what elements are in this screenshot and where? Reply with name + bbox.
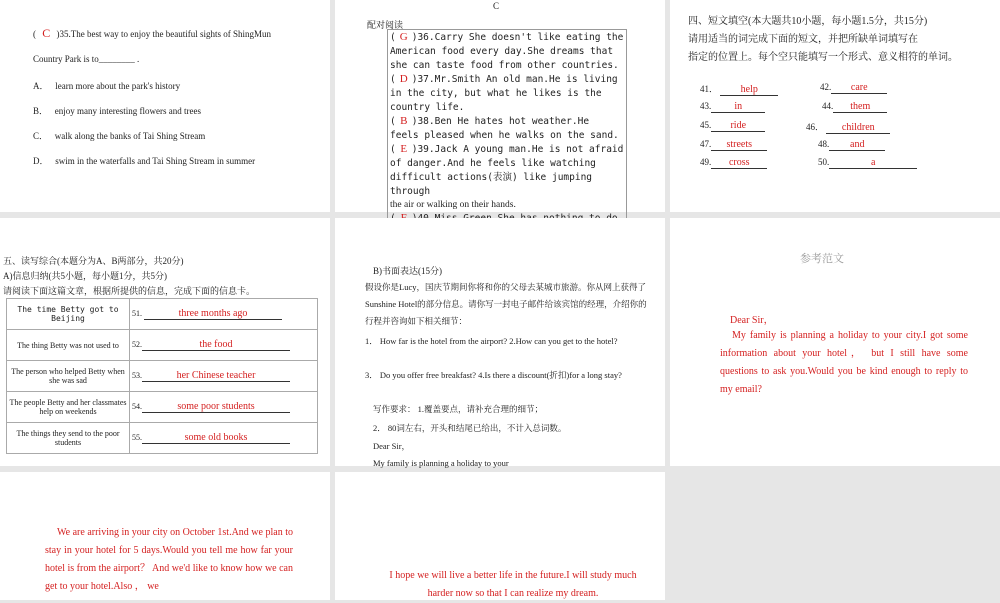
blank-47: 47. streets bbox=[700, 139, 767, 151]
top-letter: C bbox=[493, 1, 500, 11]
row-label: The thing Betty was not used to bbox=[7, 330, 130, 361]
info-card-table bbox=[6, 298, 318, 454]
cloze-instr-2: 指定的位置上。每个空只能填写一个形式、意义相符的单词。 bbox=[688, 52, 958, 63]
reading-writing-heading: 五、读写综合(本题分为A、B两部分，共20分) bbox=[3, 256, 184, 266]
row-label: The things they send to the poor students bbox=[7, 423, 130, 454]
blank-44: 44. them bbox=[822, 101, 887, 113]
item-37: ( D )37.Mr.Smith An old man.He is living in the city, but what he likes is the country life. bbox=[390, 73, 618, 113]
row-answer: 53. her Chinese teacher bbox=[130, 361, 318, 392]
blank-45: 45. ride bbox=[700, 120, 765, 132]
question-35-text-cont: Country Park is to________ . bbox=[33, 54, 140, 64]
panel-writing-task bbox=[335, 218, 665, 466]
item-36: ( G )36.Carry She doesn't like eating the American food every day.She dreams that she can taste food from other countries. bbox=[390, 31, 624, 71]
sample-title: 参考范文 bbox=[800, 253, 844, 265]
blank-43: 43. in bbox=[700, 101, 765, 113]
row-label: The people Betty and her classmates help on weekends bbox=[7, 392, 130, 423]
section-title: 配对阅读 bbox=[367, 20, 404, 30]
info-sub-heading: A)信息归纳(共5小题，每小题1分，共5分) bbox=[3, 271, 167, 281]
blank-49: 49. cross bbox=[700, 157, 767, 169]
writing-heading: B)书面表达(15分) bbox=[373, 266, 442, 276]
sample-body: My family is planning a holiday to your city.I got some information about your hotel， but I still have some questions to ask you.Would you be kind enough to reply to my email? bbox=[720, 330, 968, 395]
writing-question-3-4: 3． Do you offer free breakfast? 4.Is there a discount(折扣)for a long stay? bbox=[365, 370, 622, 380]
sample-body-end: I hope we will live a better life in the future.I will study much harder now so that I can realize my dream. bbox=[389, 570, 637, 599]
answer-35: C bbox=[42, 26, 51, 40]
table-row bbox=[7, 392, 318, 423]
option-b: B． enjoy many interesting flowers and trees bbox=[33, 106, 201, 116]
writing-greeting: Dear Sir， bbox=[373, 441, 411, 451]
writing-question-1-2: 1． How far is the hotel from the airport? 2.How can you get to the hotel? bbox=[365, 336, 618, 346]
option-a: A． learn more about the park's history bbox=[33, 81, 181, 91]
panel-cloze bbox=[670, 0, 1000, 212]
item-38: ( B )38.Ben He hates hot weather.He feels pleased when he walks on the sand. bbox=[390, 115, 619, 141]
sample-greeting: Dear Sir， bbox=[730, 315, 774, 326]
panel-sample-essay-cont bbox=[0, 472, 330, 600]
info-instr: 请阅读下面这篇文章，根据所提供的信息，完成下面的信息卡。 bbox=[3, 286, 256, 296]
writing-prompt: 假设你是Lucy，国庆节期间你将和你的父母去某城市旅游。你从网上获得了Sunshine Hotel的部分信息。请你写一封电子邮件给该宾馆的经理，介绍你的行程并咨询如下相关细节： bbox=[365, 282, 647, 326]
option-d: D． swim in the waterfalls and Tai Shing Stream in summer bbox=[33, 156, 256, 166]
panel-info-card bbox=[0, 218, 330, 466]
row-label: The time Betty got to Beijing bbox=[7, 299, 130, 330]
blank-42: 42. care bbox=[820, 82, 887, 94]
question-35 bbox=[33, 26, 271, 41]
panel-sample-essay-end bbox=[335, 472, 665, 600]
panel-question-35 bbox=[0, 0, 330, 212]
row-answer: 52. the food bbox=[130, 330, 318, 361]
cloze-heading: 四、短文填空(本大题共10小题，每小题1.5分，共15分) bbox=[688, 16, 928, 27]
blank-48: 48. and bbox=[818, 139, 885, 151]
matching-box bbox=[387, 29, 627, 223]
option-c: C． walk along the banks of Tai Shing Stream bbox=[33, 131, 206, 141]
cloze-instr-1: 请用适当的词完成下面的短文，并把所缺单词填写在 bbox=[688, 34, 918, 45]
table-row bbox=[7, 361, 318, 392]
blank-46: 46． children bbox=[806, 120, 890, 134]
table-row bbox=[7, 299, 318, 330]
sample-body-cont: We are arriving in your city on October 1st.And we plan to stay in your hotel for 5 days.Would you tell me how far your hotel is from the airport？ And we'd like to know how we can get to your hotel.Also ， we bbox=[45, 527, 293, 592]
writing-start: My family is planning a holiday to your bbox=[373, 458, 509, 468]
table-row bbox=[7, 330, 318, 361]
writing-req-2: 2． 80词左右，开头和结尾已给出，不计入总词数。 bbox=[373, 423, 567, 433]
paren: ( bbox=[33, 29, 36, 39]
row-answer: 51. three months ago bbox=[130, 299, 318, 330]
panel-sample-essay bbox=[670, 218, 1000, 466]
blank-41: 41． help bbox=[700, 82, 778, 96]
row-answer: 54. some poor students bbox=[130, 392, 318, 423]
item-39: ( E )39.Jack A young man.He is not afraid of danger.And he feels like watching difficult actions(表演) like jumping through the air or walking on their hands. bbox=[390, 143, 624, 210]
panel-matching-reading bbox=[335, 0, 665, 212]
question-35-text: )35.The best way to enjoy the beautiful sights of ShingMun bbox=[56, 29, 271, 39]
row-answer: 55. some old books bbox=[130, 423, 318, 454]
writing-req-1: 写作要求： 1.覆盖要点，请补充合理的细节； bbox=[373, 404, 544, 414]
row-label: The person who helped Betty when she was sad bbox=[7, 361, 130, 392]
blank-50: 50. a bbox=[818, 157, 917, 169]
table-row bbox=[7, 423, 318, 454]
